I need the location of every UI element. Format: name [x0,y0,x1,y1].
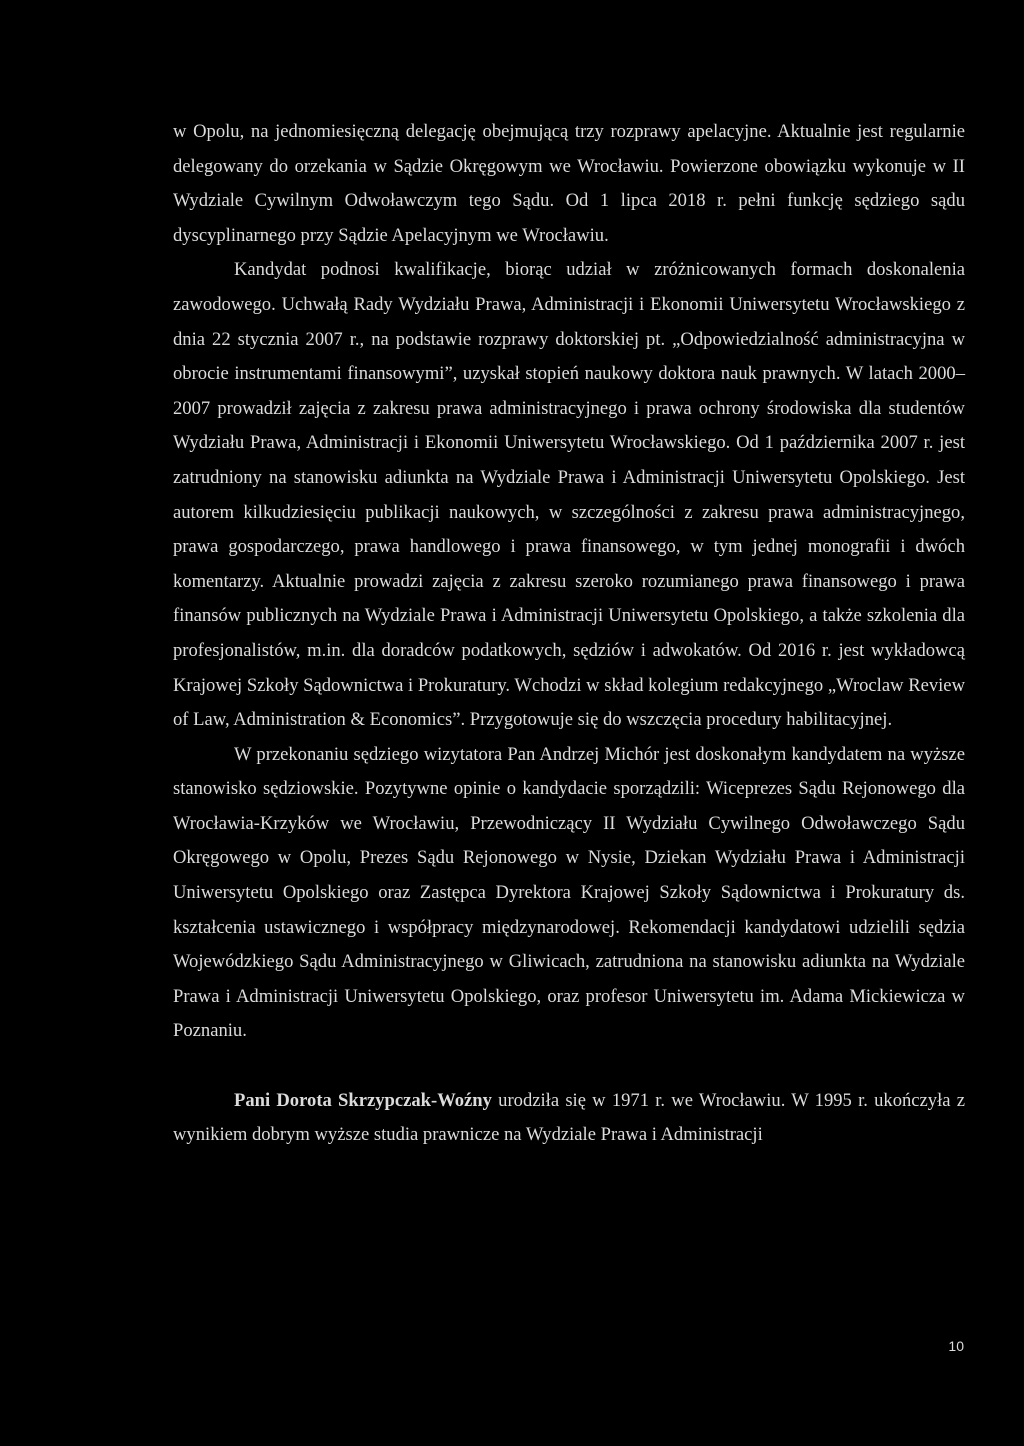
page-number: 10 [948,1338,964,1354]
paragraph-2: Kandydat podnosi kwalifikacje, biorąc udział w zróżnicowanych formach doskonalenia zawodowego. Uchwałą Rady Wydziału Prawa, Administracji i Ekonomii Uniwersytetu Wrocławskiego z dnia 22 stycznia 2007 r., na podstawie rozprawy doktorskiej pt. „Odpowiedzialność administracyjna w obrocie instrumentami finansowymi”, uzyskał stopień naukowy doktora nauk prawnych. W latach 2000–2007 prowadził zajęcia z zakresu prawa administracyjnego i prawa ochrony środowiska dla studentów Wydziału Prawa, Administracji i Ekonomii Uniwersytetu Wrocławskiego. Od 1 października 2007 r. jest zatrudniony na stanowisku adiunkta na Wydziale Prawa i Administracji Uniwersytetu Opolskiego. Jest autorem kilkudziesięciu publikacji naukowych, w szczególności z zakresu prawa administracyjnego, prawa gospodarczego, prawa handlowego i prawa finansowego, w tym jednej monografii i dwóch komentarzy. Aktualnie prowadzi zajęcia z zakresu szeroko rozumianego prawa finansowego i prawa finansów publicznych na Wydziale Prawa i Administracji Uniwersytetu Opolskiego, a także szkolenia dla profesjonalistów, m.in. dla doradców podatkowych, sędziów i adwokatów. Od 2016 r. jest wykładowcą Krajowej Szkoły Sądownictwa i Prokuratury. Wchodzi w skład kolegium redakcyjnego „Wroclaw Review of Law, Administration & Economics”. Przygotowuje się do wszczęcia procedury habilitacyjnej. [173,259,965,731]
paragraph-4-text: urodziła się w 1971 r. we Wrocławiu. W 1995 r. ukończyła z wynikiem dobrym wyższe studia prawnicze na Wydziale Prawa i Administracji [173,1089,965,1146]
paragraph-4 [173,1084,965,1153]
paragraph-1: w Opolu, na jednomiesięczną delegację obejmującą trzy rozprawy apelacyjne. Aktualnie jest regularnie delegowany do orzekania w Sądzie Okręgowym we Wrocławiu. Powierzone obowiązku wykonuje w II Wydziale Cywilnym Odwoławczym tego Sądu. Od 1 lipca 2018 r. pełni funkcję sędziego sądu dyscyplinarnego przy Sądzie Apelacyjnym we Wrocławiu. [173,121,965,246]
candidate-name: Pani Dorota Skrzypczak-Woźny [234,1089,492,1111]
document-page [173,115,965,1153]
paragraph-3: W przekonaniu sędziego wizytatora Pan Andrzej Michór jest doskonałym kandydatem na wyższe stanowisko sędziowskie. Pozytywne opinie o kandydacie sporządzili: Wiceprezes Sądu Rejonowego dla Wrocławia-Krzyków we Wrocławiu, Przewodniczący II Wydziału Cywilnego Odwoławczego Sądu Okręgowego w Opolu, Prezes Sądu Rejonowego w Nysie, Dziekan Wydziału Prawa i Administracji Uniwersytetu Opolskiego oraz Zastępca Dyrektora Krajowej Szkoły Sądownictwa i Prokuratury ds. kształcenia ustawicznego i współpracy międzynarodowej. Rekomendacji kandydatowi udzielili sędzia Wojewódzkiego Sądu Administracyjnego w Gliwicach, zatrudniona na stanowisku adiunkta na Wydziale Prawa i Administracji Uniwersytetu Opolskiego, oraz profesor Uniwersytetu im. Adama Mickiewicza w Poznaniu. [173,743,965,1042]
